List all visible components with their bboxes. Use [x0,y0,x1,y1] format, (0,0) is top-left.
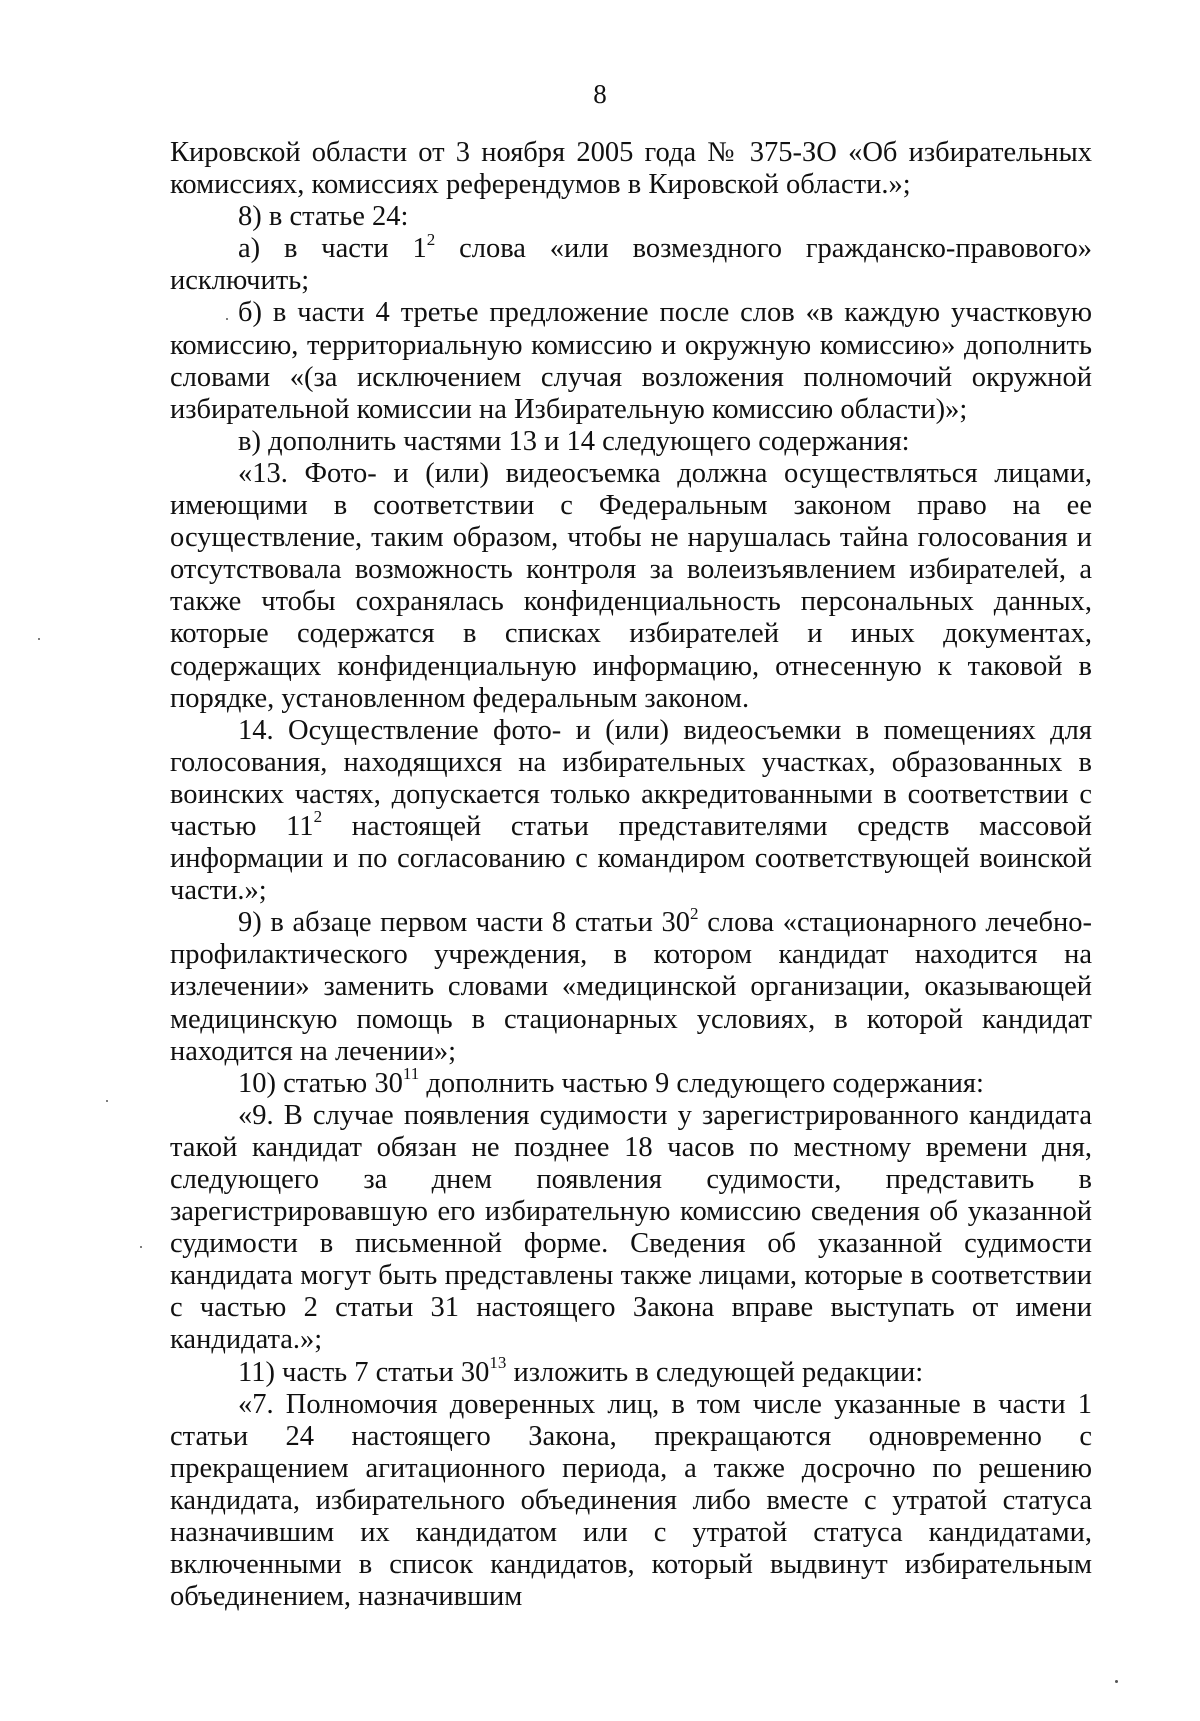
text-fragment: 10) статью 30 [238,1067,403,1099]
text-fragment: изложить в следующей редакции: [506,1356,924,1388]
text-fragment: слова «стационарного лечебно-профилактического учреждения, в котором кандидат находится на излечении» заменить словами «медицинской организации, оказывающей медицинскую помощь в стационарных условиях, в которой кандидат находится на лечении»; [170,907,1092,1067]
paragraph-part-7: «7. Полномочия доверенных лиц, в том числе указанные в части 1 статьи 24 настоящего Закона, прекращаются одновременно с прекращением агитационного периода, а также досрочно по решению кандидата, избирательного объединения либо вместе с утратой статуса назначившим их кандидатом или с утратой статуса кандидатами, включенными в список кандидатов, который выдвинут избирательным объединением, назначившим [170,1388,1092,1613]
paragraph-item-8v: в) дополнить частями 13 и 14 следующего содержания: [238,425,910,457]
text-fragment: а) в части 1 [238,233,427,265]
paragraph-item-8a [170,229,1092,297]
superscript: 13 [489,1353,507,1373]
superscript: 2 [426,229,436,249]
scan-speck [140,1246,142,1248]
text-fragment: 11) часть 7 статьи 30 [238,1356,490,1388]
text-fragment: 14. Осуществление фото- и (или) видеосъемки в помещениях для голосования, находящихся на избирательных участках, образованных в воинских частях, допускается только аккредитованными в соответствии с частью 11 [170,714,1092,842]
paragraph-item-10 [170,1064,1092,1100]
paragraph-part-13: «13. Фото- и (или) видеосъемка должна осуществляться лицами, имеющими в соответствии с Федеральным законом право на ее осуществление, таким образом, чтобы не нарушалась тайна голосования и отсутствовала возможность контроля за волеизъявлением избирателей, а также чтобы сохранялась конфиденциальность персональных данных, которые содержатся в списках избирателей и иных документах, содержащих конфиденциальную информацию, отнесенную к таковой в порядке, установленном федеральным законом. [170,457,1092,714]
text-fragment: настоящей статьи представителями средств массовой информации и по согласованию с командиром соответствующей воинской части.»; [170,810,1092,907]
scan-speck [226,318,228,320]
paragraph-item-8: 8) в статье 24: [238,201,409,233]
document-body [170,137,1092,1613]
paragraph-continuation: Кировской области от 3 ноября 2005 года № 375-ЗО «Об избирательных комиссиях, комиссиях референдумов в Кировской области.»; [170,137,1092,201]
text-fragment: дополнить частью 9 следующего содержания: [419,1067,984,1099]
superscript: 11 [402,1064,420,1084]
text-fragment: 9) в абзаце первом части 8 статьи 30 [238,907,691,939]
scan-speck [1115,1680,1118,1683]
scan-speck [106,1100,108,1102]
paragraph-part-9: «9. В случае появления судимости у зарегистрированного кандидата такой кандидат обязан не позднее 18 часов по местному времени дня, следующего за днем появления судимости, представить в зарегистрировавшую его избирательную комиссию сведения об указанной судимости в письменной форме. Сведения об указанной судимости кандидата могут быть представлены также лицами, которые в соответствии с частью 2 статьи 31 настоящего Закона вправе выступать от имени кандидата.»; [170,1099,1092,1356]
superscript: 2 [313,807,323,827]
page-number: 8 [593,79,607,109]
paragraph-part-14 [170,715,1092,908]
paragraph-item-9 [170,903,1092,1067]
scan-speck [38,638,40,640]
paragraph-item-11 [170,1353,1092,1389]
superscript: 2 [690,903,699,923]
paragraph-item-8b: б) в части 4 третье предложение после слов «в каждую участковую комиссию, территориальную комиссию и окружную комиссию» дополнить словами «(за исключением случая возложения полномочий окружной избирательной комиссии на Избирательную комиссию области)»; [170,297,1092,425]
text-fragment: слова «или возмездного гражданско-правового» исключить; [170,233,1092,297]
